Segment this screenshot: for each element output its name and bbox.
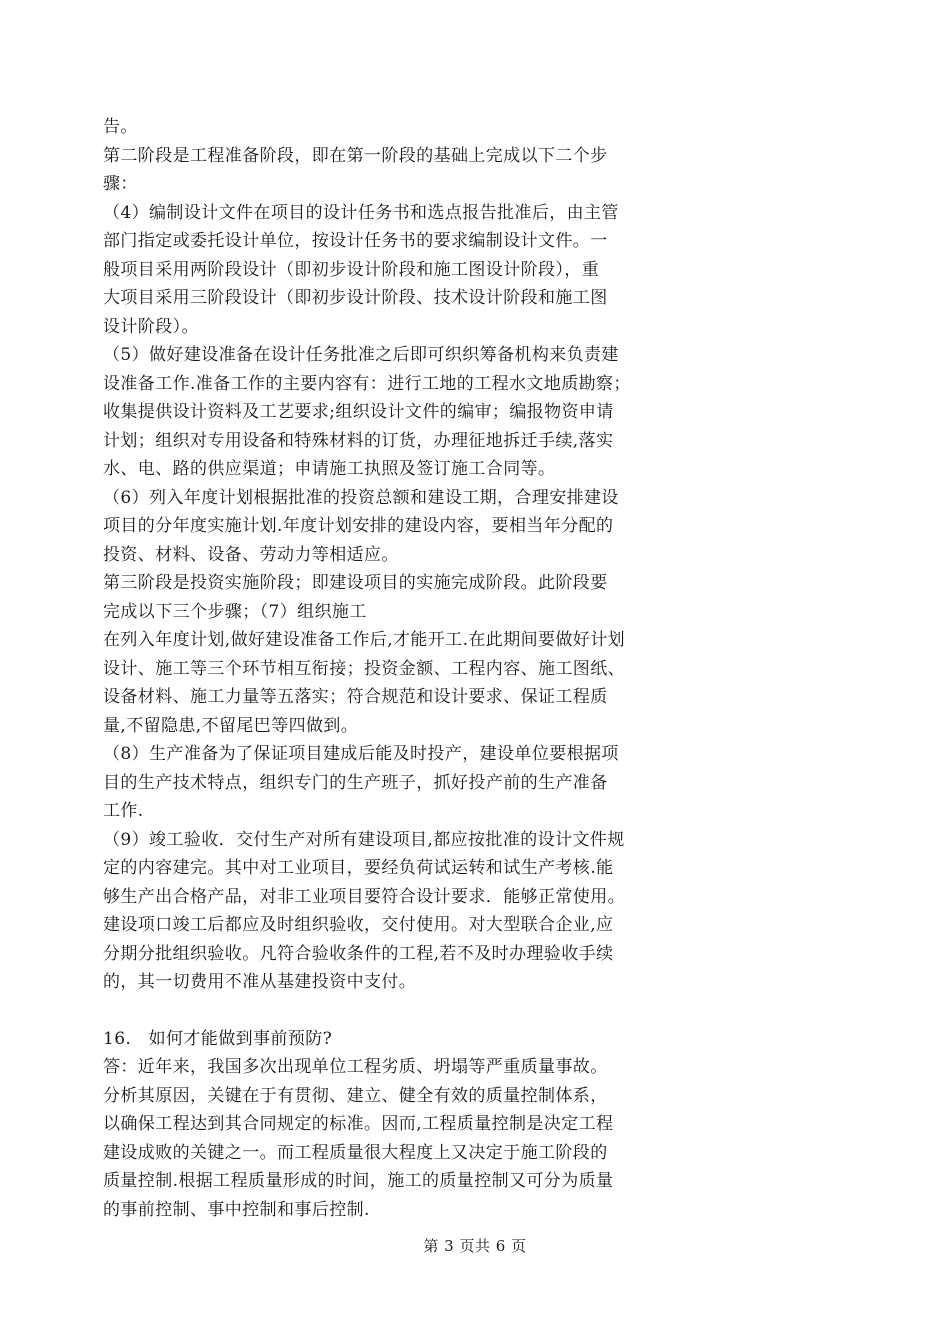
text-line: 以确保工程达到其合同规定的标准。因而,工程质量控制是决定工程 xyxy=(103,1114,614,1134)
text-line: 设计阶段）。 xyxy=(103,316,199,337)
text-line: 量,不留隐患,不留尾巴等四做到。 xyxy=(103,715,359,736)
text-line: 目的生产技术特点，组织专门的生产班子，抓好投产前的生产准备 xyxy=(103,772,608,793)
text-line: 设计、施工等三个环节相互衔接；投资金额、工程内容、施工图纸、 xyxy=(103,658,625,679)
text-line: 项目的分年度实施计划.年度计划安排的建设内容，要相当年分配的 xyxy=(103,516,614,536)
text-line: 的，其一切费用不准从基建投资中支付。 xyxy=(103,972,417,992)
text-line: （4）编制设计文件在项目的设计任务书和选点报告批准后，由主管 xyxy=(103,202,619,223)
text-line: （8）生产准备为了保证项目建成后能及时投产，建设单位要根据项 xyxy=(103,744,619,764)
text-line: 分期分批组织验收。凡符合验收条件的工程,若不及时办理验收手续 xyxy=(103,943,614,964)
text-line: 第二阶段是工程准备阶段，即在第一阶段的基础上完成以下二个步 xyxy=(103,145,608,166)
page-footer: 第 3 页共 6 页 xyxy=(423,1237,527,1255)
text-line: 答：近年来，我国多次出现单位工程劣质、坍塌等严重质量事故。 xyxy=(103,1057,608,1077)
text-line: 收集提供设计资料及工艺要求;组织设计文件的编审；编报物资申请 xyxy=(103,402,614,422)
paragraph-gap xyxy=(103,997,703,1025)
text-line: 建设成败的关键之一。而工程质量很大程度上又决定于施工阶段的 xyxy=(103,1142,608,1163)
text-line: 的事前控制、事中控制和事后控制. xyxy=(103,1199,370,1220)
text-line: 设备材料、施工力量等五落实；符合规范和设计要求、保证工程质 xyxy=(103,687,608,707)
text-line: 16. 如何才能做到事前预防? xyxy=(103,1028,333,1049)
text-line: 工作. xyxy=(103,801,144,821)
text-line: （9）竣工验收．交付生产对所有建设项目,都应按批准的设计文件规 xyxy=(103,829,625,850)
text-block-construction-stages xyxy=(103,113,703,997)
text-block-question-16 xyxy=(103,1025,703,1225)
text-line: 水、电、路的供应渠道；申请施工执照及签订施工合同等。 xyxy=(103,459,556,479)
text-line: 投资、材料、设备、劳动力等相适应。 xyxy=(103,544,399,565)
text-line: （6）列入年度计划根据批准的投资总额和建设工期，合理安排建设 xyxy=(103,487,619,508)
text-line: 完成以下三个步骤；（7）组织施工 xyxy=(103,601,367,622)
text-line: 在列入年度计划,做好建设准备工作后,才能开工.在此期间要做好计划 xyxy=(103,630,626,650)
text-line: 告。 xyxy=(103,117,138,137)
document-body xyxy=(103,113,703,1224)
text-line: 分析其原因，关键在于有贯彻、建立、健全有效的质量控制体系， xyxy=(103,1085,608,1106)
text-line: 大项目采用三阶段设计（即初步设计阶段、技术设计阶段和施工图 xyxy=(103,288,608,308)
text-line: 部门指定或委托设计单位，按设计任务书的要求编制设计文件。一 xyxy=(103,231,608,251)
text-line: 质量控制.根据工程质量形成的时间，施工的质量控制又可分为质量 xyxy=(103,1171,614,1191)
text-line: 设准备工作.准备工作的主要内容有：进行工地的工程水文地质勘察； xyxy=(103,373,631,394)
text-line: 够生产出合格产品，对非工业项目要符合设计要求．能够正常使用。 xyxy=(103,886,625,907)
text-line: 般项目采用两阶段设计（即初步设计阶段和施工图设计阶段），重 xyxy=(103,259,600,280)
text-line: 定的内容建完。其中对工业项目，要经负荷试运转和试生产考核.能 xyxy=(103,858,614,878)
text-line: 计划；组织对专用设备和特殊材料的订货，办理征地拆迁手续,落实 xyxy=(103,430,614,451)
text-line: 第三阶段是投资实施阶段；即建设项目的实施完成阶段。此阶段要 xyxy=(103,573,608,593)
text-line: 骤： xyxy=(103,174,138,194)
text-line: 建设项口竣工后都应及时组织验收，交付使用。对大型联合企业,应 xyxy=(103,915,614,935)
text-line: （5）做好建设准备在设计任务批准之后即可织织筹备机构来负责建 xyxy=(103,345,619,365)
